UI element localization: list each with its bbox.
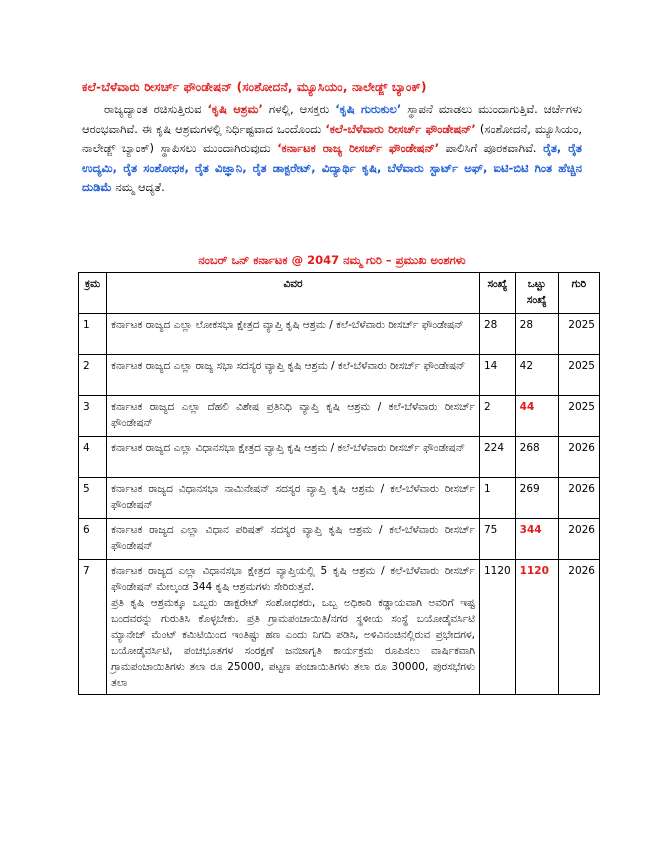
table-row <box>79 355 600 396</box>
cell-serial: 7 <box>79 560 107 695</box>
intro-text-1: ರಾಜ್ಯದ್ಯಾಂತ ರಚಿಸುತ್ತಿರುವ <box>104 102 208 116</box>
cell-details: ಕರ್ನಾಟಕ ರಾಜ್ಯದ ಎಲ್ಲಾ ದೆಹಲಿ ವಿಶೇಷ ಪ್ರತಿನಿಧಿ ವ್ಯಾಪ್ತಿ ಕೃಷಿ ಆಶ್ರಮ / ಕಲೆ-ಬೆಳೆವಾರು ರೀಸರ್ಚ್ ಫೌಂಡೇಷನ್ <box>107 396 480 437</box>
cell-details: ಕರ್ನಾಟಕ ರಾಜ್ಯದ ಎಲ್ಲಾ ರಾಜ್ಯ ಸಭಾ ಸದಸ್ಯರ ವ್ಯಾಪ್ತಿ ಕೃಷಿ ಆಶ್ರಮ / ಕಲೆ-ಬೆಳೆವಾರು ರೀಸರ್ಚ್ ಫೌಂಡೇಷನ್ <box>107 355 480 396</box>
table-row <box>79 519 600 560</box>
table-row <box>79 396 600 437</box>
cell-goal: 2025 <box>558 355 599 396</box>
cell-number: 75 <box>480 519 516 560</box>
goals-table <box>78 272 600 695</box>
vision-highlight: ರೈತ, ರೈತ ಉದ್ಯಮಿ, ರೈತ ಸಂಶೋಧಕ, ರೈತ ವಿಜ್ಞಾನಿ, ರೈತ ಡಾಕ್ಟರೇಟ್, ವಿದ್ಯಾರ್ಥಿ ಕೃಷಿ, ಬೆಳೆವಾರು ಸ್ಟಾರ್ಟ್ ಅಫ್, ಐಟಿ-ಬಿಟಿ ಗಿಂತ ಹೆಚ್ಚಿನ ದುಡಿಮೆ <box>82 141 583 194</box>
cell-number: 224 <box>480 437 516 478</box>
cell-serial: 1 <box>79 314 107 355</box>
header-number: ಸಂಖ್ಯೆ <box>480 273 516 314</box>
cell-total: 268 <box>515 437 558 478</box>
cell-total: 344 <box>515 519 558 560</box>
cell-total: 269 <box>515 478 558 519</box>
intro-text-4: (ಸಂಶೋದನೆ, ಮ್ಯೂಸಿಯಂ, ನಾಲೇಡ್ಜ್ ಬ್ಯಾಂಕ್) ಸ್ಥಾಪಿಸಲು ಮುಂದಾಗಿರುವುದು <box>82 121 582 155</box>
cell-goal: 2025 <box>558 396 599 437</box>
cell-number: 28 <box>480 314 516 355</box>
table-row <box>79 314 600 355</box>
cell-goal: 2026 <box>558 519 599 560</box>
cell-total: 44 <box>515 396 558 437</box>
cell-serial: 3 <box>79 396 107 437</box>
header-goal: ಗುರಿ <box>558 273 599 314</box>
cell-total: 42 <box>515 355 558 396</box>
cell-details-part2: ಪ್ರತಿ ಕೃಷಿ ಆಶ್ರಮಕ್ಕೂ ಒಬ್ಬರು ಡಾಕ್ಟರೇಟ್ ಸಂಶೋಧಕರು, ಒಬ್ಬ ಅಧಿಕಾರಿ ಕಡ್ಡಾಯವಾಗಿ ಅವರಿಗೆ ಇಷ್ಟ ಬಂದವರನ್ನು ಗುರುತಿಸಿ ಕೊಳ್ಳಬೇಕು. ಪ್ರತಿ ಗ್ರಾಮಪಂಚಾಯಿತಿ/ನಗರ ಸ್ಥಳೀಯ ಸಂಸ್ಥೆ ಬಯೋಡೈವರ್ಸಿಟಿ ಮ್ಯಾನೇಜ್ ಮೆಂಟ್ ಕಮಿಟಿಯಿಂದ ಇಂತಿಷ್ಟು ಹಣ ಎಂದು ನಿಗದಿ ಪಡಿಸಿ, ಅಳಿವಿನಂಚಿನಲ್ಲಿರುವ ಪ್ರಭೇದಗಳ, ಬಯೋಡೈವರ್ಸಿಟಿ, ಪಂಚಭೂತಗಳ ಸಂರಕ್ಷಣೆ ಜನಜಾಗೃತಿ ಕಾರ್ಯಕ್ರಮ ರೂಪಿಸಲು ವಾರ್ಷಿಕವಾಗಿ ಗ್ರಾಮಪಂಚಾಯಿತಿಗಳು ತಲಾ ರೂ 25000, ಪಟ್ಟಣ ಪಂಚಾಯಿತಿಗಳು ತಲಾ ರೂ 30000, ಪುರಸಭೆಗಳು ತಲಾ <box>111 597 475 689</box>
cell-serial: 4 <box>79 437 107 478</box>
cell-details: ಕರ್ನಾಟಕ ರಾಜ್ಯದ ವಿಧಾನಸಭಾ ನಾಮಿನೇಷನ್ ಸದಸ್ಯರ ವ್ಯಾಪ್ತಿ ಕೃಷಿ ಆಶ್ರಮ / ಕಲೆ-ಬೆಳೆವಾರು ರೀಸರ್ಚ್ ಫೌಂಡೇಷನ್ <box>107 478 480 519</box>
cell-goal: 2026 <box>558 478 599 519</box>
goal-title: ನಂಬರ್ ಒನ್ ಕರ್ನಾಟಕ @ 2047 ನಮ್ಮ ಗುರಿ – ಪ್ರಮುಖ ಅಂಶಗಳು <box>198 253 466 267</box>
intro-paragraph <box>82 100 582 198</box>
table-header-row <box>79 273 600 314</box>
table-row <box>79 437 600 478</box>
krishi-ashrama-highlight: ‘ಕೃಷಿ ಆಶ್ರಮ’ <box>207 102 263 116</box>
cell-serial: 2 <box>79 355 107 396</box>
header-total <box>515 273 558 314</box>
document-heading: ಕಲೆ-ಬೆಳೆವಾರು ರೀಸರ್ಚ್ ಫೌಂಡೇಷನ್ (ಸಂಶೋದನೆ, ಮ್ಯೂಸಿಯಂ, ನಾಲೇಡ್ಜ್ ಬ್ಯಾಂಕ್) <box>82 80 427 94</box>
cell-details: ಕರ್ನಾಟಕ ರಾಜ್ಯದ ಎಲ್ಲಾ ಲೋಕಸಭಾ ಕ್ಷೇತ್ರದ ವ್ಯಾಪ್ತಿ ಕೃಷಿ ಆಶ್ರಮ / ಕಲೆ-ಬೆಳೆವಾರು ರೀಸರ್ಚ್ ಫೌಂಡೇಷನ್ <box>107 314 480 355</box>
header-serial: ಕ್ರಮ <box>79 273 107 314</box>
intro-text-5: ಪಾಲಿಸಿಗೆ ಪೂರಕವಾಗಿವೆ. <box>439 141 544 155</box>
krishi-gurukula-highlight: ‘ಕೃಷಿ ಗುರುಕುಲ’ <box>335 102 402 116</box>
table-row <box>79 478 600 519</box>
cell-details: ಕರ್ನಾಟಕ ರಾಜ್ಯದ ಎಲ್ಲಾ ವಿಧಾನಸಭಾ ಕ್ಷೇತ್ರದ ವ್ಯಾಪ್ತಿ ಕೃಷಿ ಆಶ್ರಮ / ಕಲೆ-ಬೆಳೆವಾರು ರೀಸರ್ಚ್ ಫೌಂಡೇಷನ್ <box>107 437 480 478</box>
cell-serial: 5 <box>79 478 107 519</box>
header-total-line2: ಸಂಖ್ಯೆ <box>526 294 547 306</box>
intro-text-3: ಸ್ಥಾಪನೆ ಮಾಡಲು ಮುಂದಾಗುತ್ತಿವೆ. ಚರ್ಚೆಗಳು ಆರಂಭವಾಗಿವೆ. ಈ ಕೃಷಿ ಆಶ್ರಮಗಳಲ್ಲಿ ನಿರ್ಧಿಷ್ಟವಾದ ಒಂದೊಂದು <box>82 102 583 136</box>
cell-number: 1 <box>480 478 516 519</box>
cell-number: 1120 <box>480 560 516 695</box>
cell-details-part1: ಕರ್ನಾಟಕ ರಾಜ್ಯದ ಎಲ್ಲಾ ವಿಧಾನಸಭಾ ಕ್ಷೇತ್ರದ ವ್ಯಾಪ್ತಿಯಲ್ಲಿ 5 ಕೃಷಿ ಆಶ್ರಮ / ಕಲೆ-ಬೆಳೆವಾರು ರೀಸರ್ಚ್ ಫೌಂಡೇಷನ್ ಮೇಲ್ಕಂಡ 344 ಕೃಷಿ ಆಶ್ರಮಗಳು ಸೇರಿರುತ್ತವೆ. <box>111 565 475 593</box>
cell-goal: 2026 <box>558 437 599 478</box>
foundation-highlight: ‘ಕಲೆ-ಬೆಳೆವಾರು ರೀಸರ್ಚ್ ಫೌಂಡೇಷನ್’ <box>325 121 476 136</box>
cell-number: 2 <box>480 396 516 437</box>
cell-number: 14 <box>480 355 516 396</box>
cell-total: 28 <box>515 314 558 355</box>
header-total-line1: ಒಟ್ಟು <box>527 278 546 290</box>
cell-details: ಕರ್ನಾಟಕ ರಾಜ್ಯದ ಎಲ್ಲಾ ವಿಧಾನ ಪರಿಷತ್ ಸದಸ್ಯರ ವ್ಯಾಪ್ತಿ ಕೃಷಿ ಆಶ್ರಮ / ಕಲೆ-ಬೆಳೆವಾರು ರೀಸರ್ಚ್ ಫೌಂಡೇಷನ್ <box>107 519 480 560</box>
cell-serial: 6 <box>79 519 107 560</box>
intro-text-2: ಗಳಲ್ಲಿ, ಆಸಕ್ತರು <box>262 102 336 116</box>
cell-details <box>107 560 480 695</box>
state-foundation-highlight: ‘ಕರ್ನಾಟಕ ರಾಜ್ಯ ರೀಸರ್ಚ್ ಫೌಂಡೇಷನ್’ <box>277 141 440 155</box>
cell-goal: 2026 <box>558 560 599 695</box>
header-details: ವಿವರ <box>107 273 480 314</box>
cell-total: 1120 <box>515 560 558 695</box>
intro-text-6: ನಮ್ಮ ಆದ್ಯತೆ. <box>111 180 165 194</box>
cell-goal: 2025 <box>558 314 599 355</box>
table-row <box>79 560 600 695</box>
